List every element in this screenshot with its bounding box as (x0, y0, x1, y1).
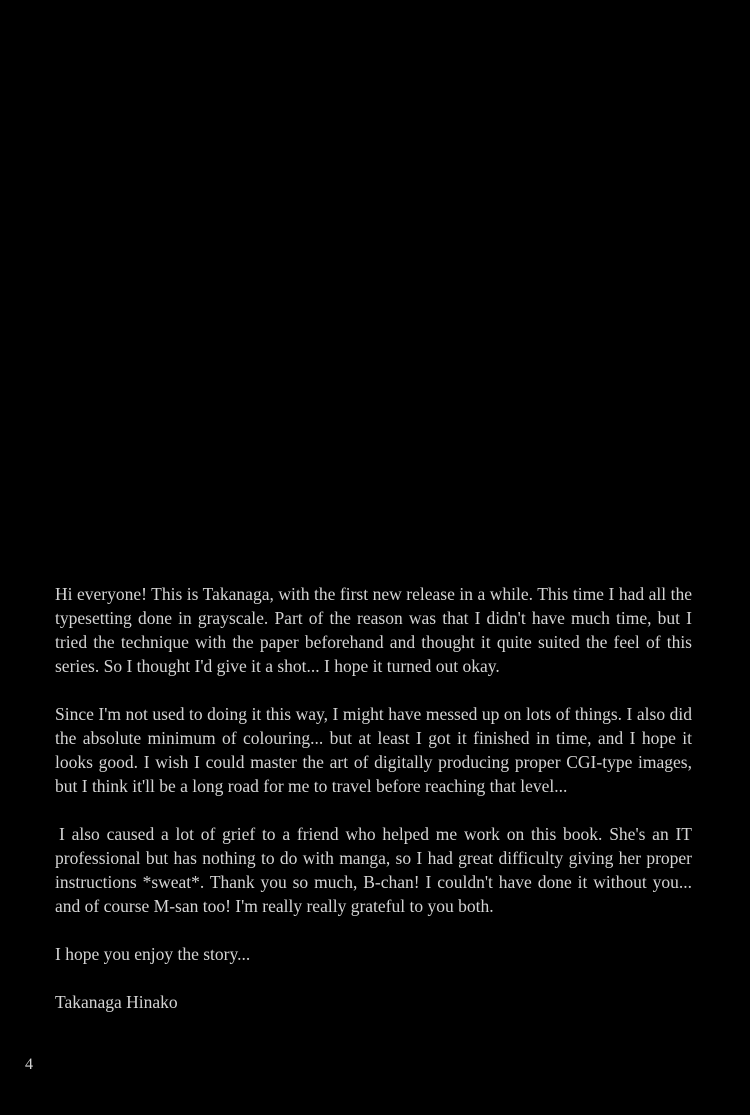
author-note (55, 582, 692, 1038)
note-paragraph-intro: Hi everyone! This is Takanaga, with the first new release in a while. This time I had all the typesetting done in grayscale. Part of the reason was that I didn't have much time, but I tried the technique with the paper beforehand and thought it quite suited the feel of this series. So I thought I'd give it a shot... I hope it turned out okay. (55, 584, 692, 676)
note-paragraph-technique: Since I'm not used to doing it this way, I might have messed up on lots of things. I also did the absolute minimum of colouring... but at least I got it finished in time, and I hope it looks good. I wish I could master the art of digitally producing proper CGI-type images, but I think it'll be a long road for me to travel before reaching that level... (55, 704, 692, 796)
page-number: 4 (25, 1056, 33, 1073)
note-paragraph-closing: I hope you enjoy the story... (55, 944, 251, 964)
note-paragraph-thanks: I also caused a lot of grief to a friend who helped me work on this book. She's an IT professional but has nothing to do with manga, so I had great difficulty giving her proper instructions *sweat*. Thank you so much, B-chan! I couldn't have done it without you... and of course M-san too! I'm really really grateful to you both. (55, 824, 692, 916)
author-signature: Takanaga Hinako (55, 992, 178, 1012)
